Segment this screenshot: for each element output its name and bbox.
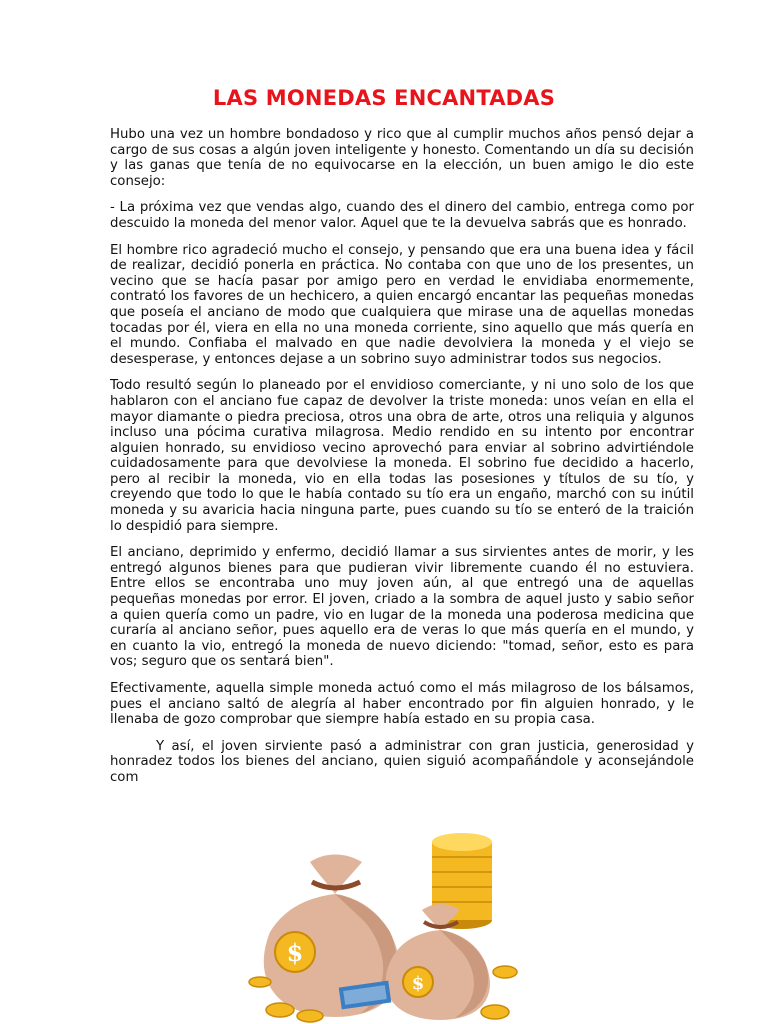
story-body [110,127,694,797]
paragraph-3: El hombre rico agradeció mucho el consejo, y pensando que era una buena idea y fácil de realizar, decidió ponerla en práctica. No contaba con que uno de los presentes, un vecino que se hacía pasar por amigo pero en verdad le envidiaba enormemente, contrató los favores de un hechicero, a quien encargó encantar las pequeñas monedas que poseía el anciano de modo que cualquiera que mirase una de aquellas monedas tocadas por él, viera en ella no una moneda corriente, sino aquello que más quería en el mundo. Confiaba el malvado en que nadie devolviera la moneda y el viejo se desesperase, y entonces dejase a un sobrino suyo administrar todos sus negocios. [110,242,694,367]
svg-text:$: $ [286,938,304,967]
paragraph-7: Y así, el joven sirviente pasó a administrar con gran justicia, generosidad y honradez todos los bienes del anciano, quien siguió acompañándole y aconsejándole com [110,738,694,785]
money-bags-with-gold-coins-icon [240,812,530,1024]
page-title: LAS MONEDAS ENCANTADAS [212,86,556,110]
paragraph-5: El anciano, deprimido y enfermo, decidió llamar a sus sirvientes antes de morir, y les entregó algunos bienes para que pudieran vivir libremente cuando él no estuviera. Entre ellos se encontraba uno muy joven aún, al que entregó una de aquellas pequeñas monedas por error. El joven, criado a la sombra de aquel justo y sabio señor a quien quería como un padre, vio en lugar de la moneda una poderosa medicina que curaría al anciano señor, pues aquello era de veras lo que más quería en el mundo, y en cuanto la vio, entregó la moneda de nuevo diciendo: "tomad, señor, esto es para vos; seguro que os sentará bien". [110,545,694,670]
paragraph-2: - La próxima vez que vendas algo, cuando des el dinero del cambio, entrega como por descuido la moneda del menor valor. Aquel que te la devuelva sabrás que es honrado. [110,200,694,231]
paragraph-1: Hubo una vez un hombre bondadoso y rico que al cumplir muchos años pensó dejar a cargo de sus cosas a algún joven inteligente y honesto. Comentando un día su decisión y las ganas que tenía de no equivocarse en la elección, un buen amigo le dio este consejo: [110,127,694,189]
paragraph-4: Todo resultó según lo planeado por el envidioso comerciante, y ni uno solo de los que hablaron con el anciano fue capaz de devolver la triste moneda: unos veían en ella el mayor diamante o piedra preciosa, otros una obra de arte, otros una reliquia y algunos incluso una pócima curativa milagrosa. Medio rendido en su intento por encontrar alguien honrado, su envidioso vecino aprovechó para enviar al sobrino advirtiéndole cuidadosamente para que devolviese la moneda. El sobrino fue decidido a hacerlo, pero al recibir la moneda, vio en ella todas las posesiones y títulos de su tío, y creyendo que todo lo que le había contado su tío era un engaño, marchó con su inútil moneda y su avaricia hacia ninguna parte, pues cuando su tío se enteró de la traición lo despidió para siempre. [110,378,694,534]
svg-text:$: $ [411,973,425,994]
paragraph-6: Efectivamente, aquella simple moneda actuó como el más milagroso de los bálsamos, pues el anciano saltó de alegría al haber encontrado por fin alguien honrado, y le llenaba de gozo comprobar que siempre había estado en su propia casa. [110,681,694,728]
